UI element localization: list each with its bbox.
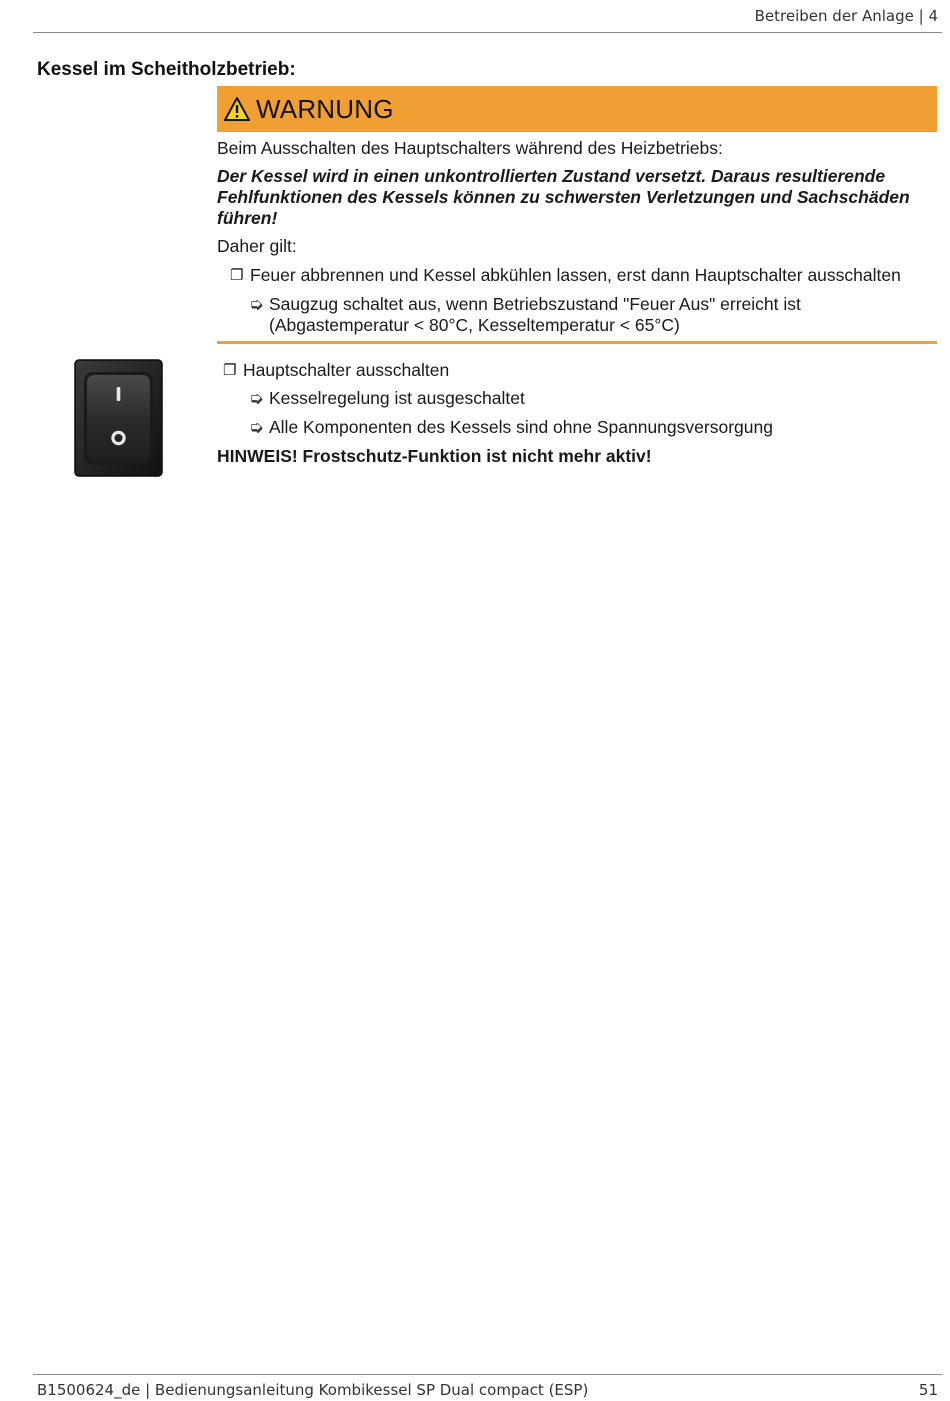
- danger-line: Der Kessel wird in einen unkontrollierten Zustand versetzt. Daraus resultierende: [217, 166, 886, 186]
- result-arrow-icon: ➭: [249, 294, 264, 314]
- daher-gilt: Daher gilt:: [217, 236, 297, 256]
- warning-result: [249, 294, 801, 336]
- procedure-step: [223, 360, 449, 381]
- warning-result-line: (Abgastemperatur < 80°C, Kesseltemperatur < 65°C): [269, 315, 680, 335]
- warning-step: [230, 265, 901, 286]
- footer-rule: [33, 1374, 942, 1375]
- warning-banner: [217, 86, 937, 132]
- procedure-result-text: Kesselregelung ist ausgeschaltet: [269, 388, 525, 408]
- procedure-result: [249, 388, 525, 409]
- warning-result-line: Saugzug schaltet aus, wenn Betriebszustand "Feuer Aus" erreicht ist: [269, 294, 801, 314]
- danger-line: führen!: [217, 208, 278, 228]
- procedure-result: [249, 417, 773, 438]
- warning-lead-text: Beim Ausschalten des Hauptschalters während des Heizbetriebs:: [217, 138, 723, 158]
- warning-title: WARNUNG: [256, 93, 394, 124]
- header-rule: [33, 32, 942, 33]
- rocker-switch-icon: [74, 359, 163, 477]
- hinweis-note: HINWEIS! Frostschutz-Funktion ist nicht mehr aktiv!: [217, 446, 652, 466]
- warning-triangle-icon: [224, 97, 250, 121]
- main-switch-image: [74, 359, 163, 477]
- running-header: Betreiben der Anlage | 4: [754, 7, 938, 25]
- checkbox-step-icon: ❐: [223, 362, 237, 379]
- procedure-step-text: Hauptschalter ausschalten: [243, 360, 450, 380]
- danger-line: Fehlfunktionen des Kessels können zu schwersten Verletzungen und Sachschäden: [217, 187, 910, 207]
- warning-bottom-rule: [217, 341, 937, 344]
- result-arrow-icon: ➭: [249, 417, 264, 437]
- page-number: 51: [918, 1381, 938, 1399]
- warning-lead: [217, 138, 942, 159]
- warning-step-text: Feuer abbrennen und Kessel abkühlen lassen, erst dann Hauptschalter ausschalten: [250, 265, 901, 285]
- result-arrow-icon: ➭: [249, 388, 264, 408]
- warning-danger-text: [217, 166, 939, 229]
- procedure-result-text: Alle Komponenten des Kessels sind ohne Spannungsversorgung: [269, 417, 773, 437]
- footer-document-id: B1500624_de | Bedienungsanleitung Kombikessel SP Dual compact (ESP): [37, 1381, 589, 1399]
- checkbox-step-icon: ❐: [230, 267, 244, 284]
- section-title: Kessel im Scheitholzbetrieb:: [37, 59, 296, 80]
